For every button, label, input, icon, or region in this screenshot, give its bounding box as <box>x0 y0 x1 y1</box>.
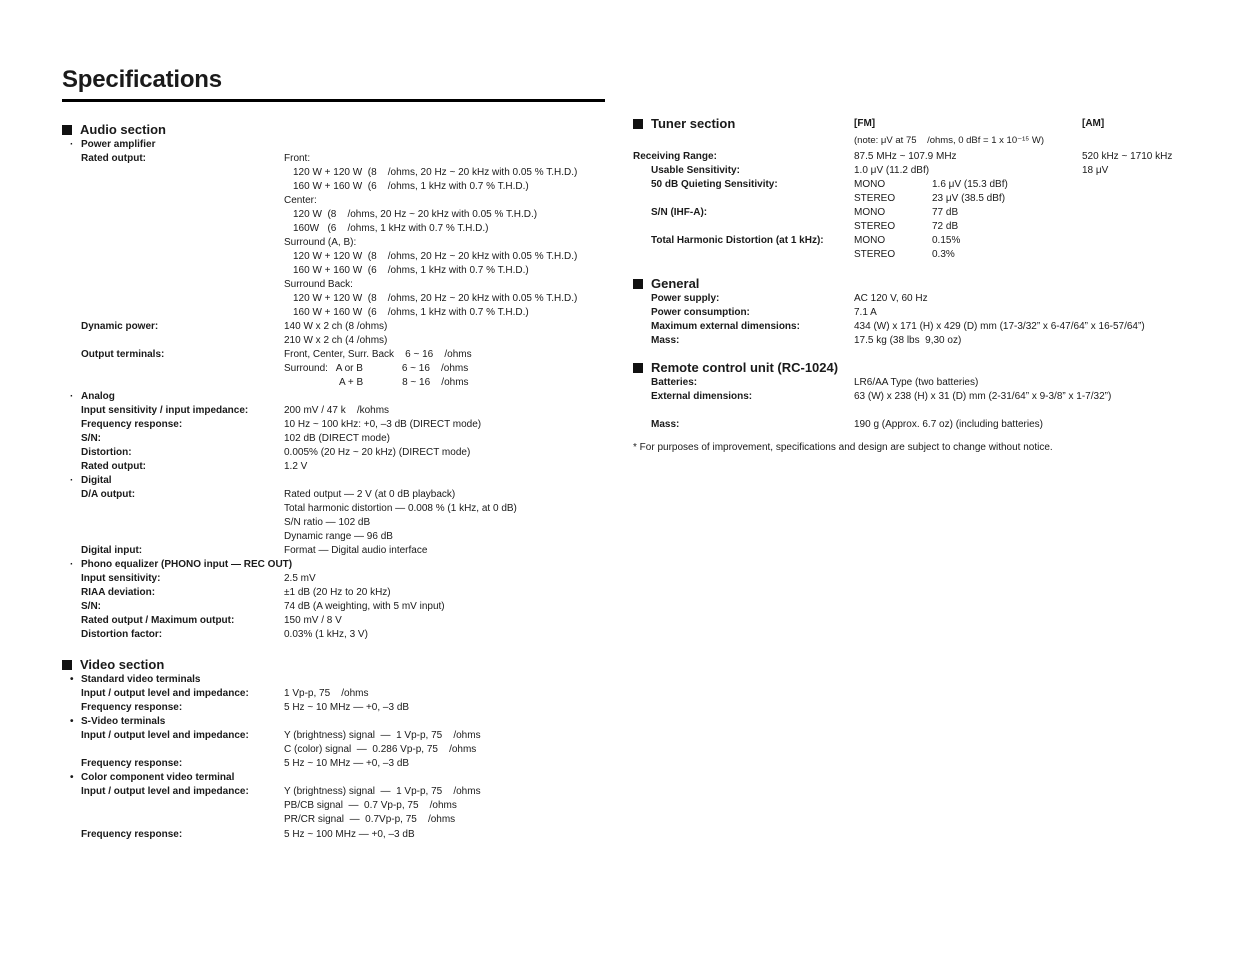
thd-mono-value: 0.15% <box>932 235 961 246</box>
fm-column-header: [FM] <box>854 117 876 129</box>
std-io-label: Input / output level and impedance: <box>81 688 249 699</box>
output-terminals-value: Front, Center, Surr. Back 6 ~ 16 /ohms <box>284 349 472 360</box>
sv-io-value: C (color) signal — 0.286 Vp-p, 75 /ohms <box>284 744 477 755</box>
analog-spec-label: Rated output: <box>81 461 146 472</box>
dynamic-power-label: Dynamic power: <box>81 321 159 332</box>
analog-spec-row <box>62 446 607 460</box>
general-spec-label: Power consumption: <box>651 307 750 318</box>
sn-ihf-label: S/N (IHF-A): <box>651 207 708 218</box>
phono-spec-label: Distortion factor: <box>81 629 163 640</box>
mode-stereo: STEREO <box>854 249 896 260</box>
quieting-mono-value: 1.6 μV (15.3 dBf) <box>932 179 1008 190</box>
analog-spec-value: 102 dB (DIRECT mode) <box>284 433 390 444</box>
general-spec-value: AC 120 V, 60 Hz <box>854 293 928 304</box>
usable-sensitivity-am: 18 μV <box>1082 165 1109 176</box>
analog-spec-row <box>62 460 607 474</box>
output-terminals-label: Output terminals: <box>81 349 165 360</box>
analog-spec-row <box>62 404 607 418</box>
general-spec-value: 17.5 kg (38 lbs 9,30 oz) <box>854 335 962 346</box>
tuner-section-title: Tuner section <box>651 115 736 131</box>
rated-output-line: 160W (6 /ohms, 1 kHz with 0.7 % T.H.D.) <box>293 223 489 234</box>
analog-spec-value: 200 mV / 47 k /kohms <box>284 405 390 416</box>
general-spec-row <box>633 292 1193 306</box>
digital-input-value: Format — Digital audio interface <box>284 545 428 556</box>
page-title: Specifications <box>62 66 222 93</box>
general-spec-value: 7.1 A <box>854 307 877 318</box>
phono-spec-value: 74 dB (A weighting, with 5 mV input) <box>284 601 445 612</box>
rated-output-line: 120 W + 120 W (8 /ohms, 20 Hz ~ 20 kHz with 0.05 % T.H.D.) <box>293 293 578 304</box>
remote-section-heading <box>633 359 1193 376</box>
phono-spec-row <box>62 600 607 614</box>
general-spec-row <box>633 320 1193 334</box>
rated-output-line: 120 W + 120 W (8 /ohms, 20 Hz ~ 20 kHz with 0.05 % T.H.D.) <box>293 167 578 178</box>
dynamic-power-value: 140 W x 2 ch (8 /ohms) <box>284 321 388 332</box>
rated-output-label: Rated output: <box>81 153 146 164</box>
phono-spec-row <box>62 628 607 642</box>
analog-spec-label: Input sensitivity / input impedance: <box>81 405 249 416</box>
rated-output-line: Center: <box>284 195 317 206</box>
receiving-range-fm: 87.5 MHz ~ 107.9 MHz <box>854 151 957 162</box>
square-bullet-icon <box>633 279 643 289</box>
mode-mono: MONO <box>854 235 886 246</box>
sn-stereo-value: 72 dB <box>932 221 959 232</box>
phono-spec-list <box>62 572 607 642</box>
phono-spec-label: Input sensitivity: <box>81 573 161 584</box>
sv-freq-label: Frequency response: <box>81 758 183 769</box>
mode-mono: MONO <box>854 207 886 218</box>
thd-stereo-value: 0.3% <box>932 249 955 260</box>
general-section-title: General <box>651 275 700 291</box>
tuner-note: (note: μV at 75 /ohms, 0 dBf = 1 x 10⁻¹⁵ W) <box>854 135 1044 146</box>
thd-label: Total Harmonic Distortion (at 1 kHz): <box>651 235 824 246</box>
da-output-row <box>62 488 607 544</box>
general-spec-label: Mass: <box>651 335 680 346</box>
output-terminals-value: A + B 8 ~ 16 /ohms <box>284 377 469 388</box>
batteries-value: LR6/AA Type (two batteries) <box>854 377 979 388</box>
phono-spec-value: 0.03% (1 kHz, 3 V) <box>284 629 368 640</box>
usable-sensitivity-fm: 1.0 μV (11.2 dBf) <box>854 165 930 176</box>
svideo-heading: • S-Video terminals <box>70 716 166 727</box>
tuner-section-heading <box>633 115 854 132</box>
title-rule <box>62 99 605 102</box>
power-amplifier-heading: · Power amplifier <box>70 139 156 150</box>
general-section-heading <box>633 275 1193 292</box>
cc-io-label: Input / output level and impedance: <box>81 786 249 797</box>
sn-mono-value: 77 dB <box>932 207 959 218</box>
phono-spec-value: 2.5 mV <box>284 573 316 584</box>
std-freq-value: 5 Hz ~ 10 MHz — +0, –3 dB <box>284 702 410 713</box>
analog-spec-list <box>62 404 607 474</box>
video-section-title: Video section <box>80 656 165 672</box>
std-freq-label: Frequency response: <box>81 702 183 713</box>
phono-spec-row <box>62 614 607 628</box>
square-bullet-icon <box>62 125 72 135</box>
phono-spec-value: ±1 dB (20 Hz to 20 kHz) <box>284 587 391 598</box>
square-bullet-icon <box>633 363 643 373</box>
sv-freq-value: 5 Hz ~ 10 MHz — +0, –3 dB <box>284 758 410 769</box>
std-io-value: 1 Vp-p, 75 /ohms <box>284 688 369 699</box>
analog-spec-row <box>62 418 607 432</box>
analog-spec-value: 1.2 V <box>284 461 308 472</box>
phono-spec-row <box>62 572 607 586</box>
remote-section-title: Remote control unit (RC-1024) <box>651 359 839 375</box>
da-output-line: Total harmonic distortion — 0.008 % (1 kHz, at 0 dB) <box>284 503 517 514</box>
rated-output-line: 160 W + 160 W (6 /ohms, 1 kHz with 0.7 % T.H.D.) <box>293 181 529 192</box>
standard-video-heading: • Standard video terminals <box>70 674 201 685</box>
cc-io-value: PB/CB signal — 0.7 Vp-p, 75 /ohms <box>284 800 457 811</box>
sv-io-label: Input / output level and impedance: <box>81 730 249 741</box>
am-column-header: [AM] <box>1082 117 1105 129</box>
da-output-values <box>284 488 517 544</box>
rated-output-row <box>62 152 607 320</box>
batteries-label: Batteries: <box>651 377 698 388</box>
audio-section-heading <box>62 121 607 138</box>
da-output-line: S/N ratio — 102 dB <box>284 517 371 528</box>
left-column <box>62 121 607 842</box>
usable-sensitivity-label: Usable Sensitivity: <box>651 165 740 176</box>
rated-output-line: Front: <box>284 153 311 164</box>
cc-io-value: PR/CR signal — 0.7Vp-p, 75 /ohms <box>284 814 456 825</box>
external-dimensions-label: External dimensions: <box>651 391 753 402</box>
rated-output-line: Surround Back: <box>284 279 353 290</box>
phono-spec-label: RIAA deviation: <box>81 587 156 598</box>
output-terminals-value: Surround: A or B 6 ~ 16 /ohms <box>284 363 469 374</box>
da-output-label: D/A output: <box>81 489 136 500</box>
rated-output-line: 120 W (8 /ohms, 20 Hz ~ 20 kHz with 0.05 % T.H.D.) <box>293 209 538 220</box>
quieting-sensitivity-label: 50 dB Quieting Sensitivity: <box>651 179 778 190</box>
cc-io-value: Y (brightness) signal — 1 Vp-p, 75 /ohms <box>284 786 481 797</box>
quieting-stereo-value: 23 μV (38.5 dBf) <box>932 193 1006 204</box>
video-section-heading <box>62 656 607 673</box>
mode-stereo: STEREO <box>854 193 896 204</box>
phono-spec-row <box>62 586 607 600</box>
analog-spec-label: Distortion: <box>81 447 132 458</box>
general-spec-value: 434 (W) x 171 (H) x 429 (D) mm (17-3/32” x 6-47/64” x 16-57/64”) <box>854 321 1145 332</box>
square-bullet-icon <box>633 119 643 129</box>
rated-output-line: 160 W + 160 W (6 /ohms, 1 kHz with 0.7 % T.H.D.) <box>293 265 529 276</box>
phono-heading: · Phono equalizer (PHONO input — REC OUT) <box>70 559 293 570</box>
rated-output-line: 160 W + 160 W (6 /ohms, 1 kHz with 0.7 % T.H.D.) <box>293 307 529 318</box>
external-dimensions-value: 63 (W) x 238 (H) x 31 (D) mm (2-31/64” x 9-3/8” x 1-7/32”) <box>854 391 1112 402</box>
rated-output-values <box>284 152 577 320</box>
component-video-heading: • Color component video terminal <box>70 772 235 783</box>
cc-freq-label: Frequency response: <box>81 829 183 840</box>
digital-heading: · Digital <box>70 475 112 486</box>
audio-section-title: Audio section <box>80 121 166 137</box>
general-spec-row <box>633 306 1193 320</box>
phono-spec-value: 150 mV / 8 V <box>284 615 342 626</box>
receiving-range-label: Receiving Range: <box>633 151 717 162</box>
analog-spec-value: 0.005% (20 Hz ~ 20 kHz) (DIRECT mode) <box>284 447 471 458</box>
rated-output-line: 120 W + 120 W (8 /ohms, 20 Hz ~ 20 kHz with 0.05 % T.H.D.) <box>293 251 578 262</box>
dynamic-power-value: 210 W x 2 ch (4 /ohms) <box>284 335 388 346</box>
cc-freq-value: 5 Hz ~ 100 MHz — +0, –3 dB <box>284 829 415 840</box>
general-spec-list <box>633 292 1193 348</box>
remote-mass-value: 190 g (Approx. 6.7 oz) (including batteries) <box>854 419 1043 430</box>
analog-spec-label: S/N: <box>81 433 101 444</box>
mode-mono: MONO <box>854 179 886 190</box>
analog-spec-row <box>62 432 607 446</box>
analog-spec-value: 10 Hz ~ 100 kHz: +0, –3 dB (DIRECT mode) <box>284 419 482 430</box>
analog-heading: · Analog <box>70 391 115 402</box>
mode-stereo: STEREO <box>854 221 896 232</box>
analog-spec-label: Frequency response: <box>81 419 183 430</box>
digital-input-label: Digital input: <box>81 545 143 556</box>
general-spec-label: Maximum external dimensions: <box>651 321 800 332</box>
phono-spec-label: S/N: <box>81 601 101 612</box>
rated-output-line: Surround (A, B): <box>284 237 357 248</box>
sv-io-value: Y (brightness) signal — 1 Vp-p, 75 /ohms <box>284 730 481 741</box>
footnote: * For purposes of improvement, specifications and design are subject to change without notice. <box>633 442 1053 453</box>
da-output-line: Dynamic range — 96 dB <box>284 531 393 542</box>
general-spec-row <box>633 334 1193 348</box>
right-column <box>633 115 1193 455</box>
square-bullet-icon <box>62 660 72 670</box>
general-spec-label: Power supply: <box>651 293 720 304</box>
phono-spec-label: Rated output / Maximum output: <box>81 615 235 626</box>
receiving-range-am: 520 kHz ~ 1710 kHz <box>1082 151 1173 162</box>
da-output-line: Rated output — 2 V (at 0 dB playback) <box>284 489 456 500</box>
remote-mass-label: Mass: <box>651 419 680 430</box>
